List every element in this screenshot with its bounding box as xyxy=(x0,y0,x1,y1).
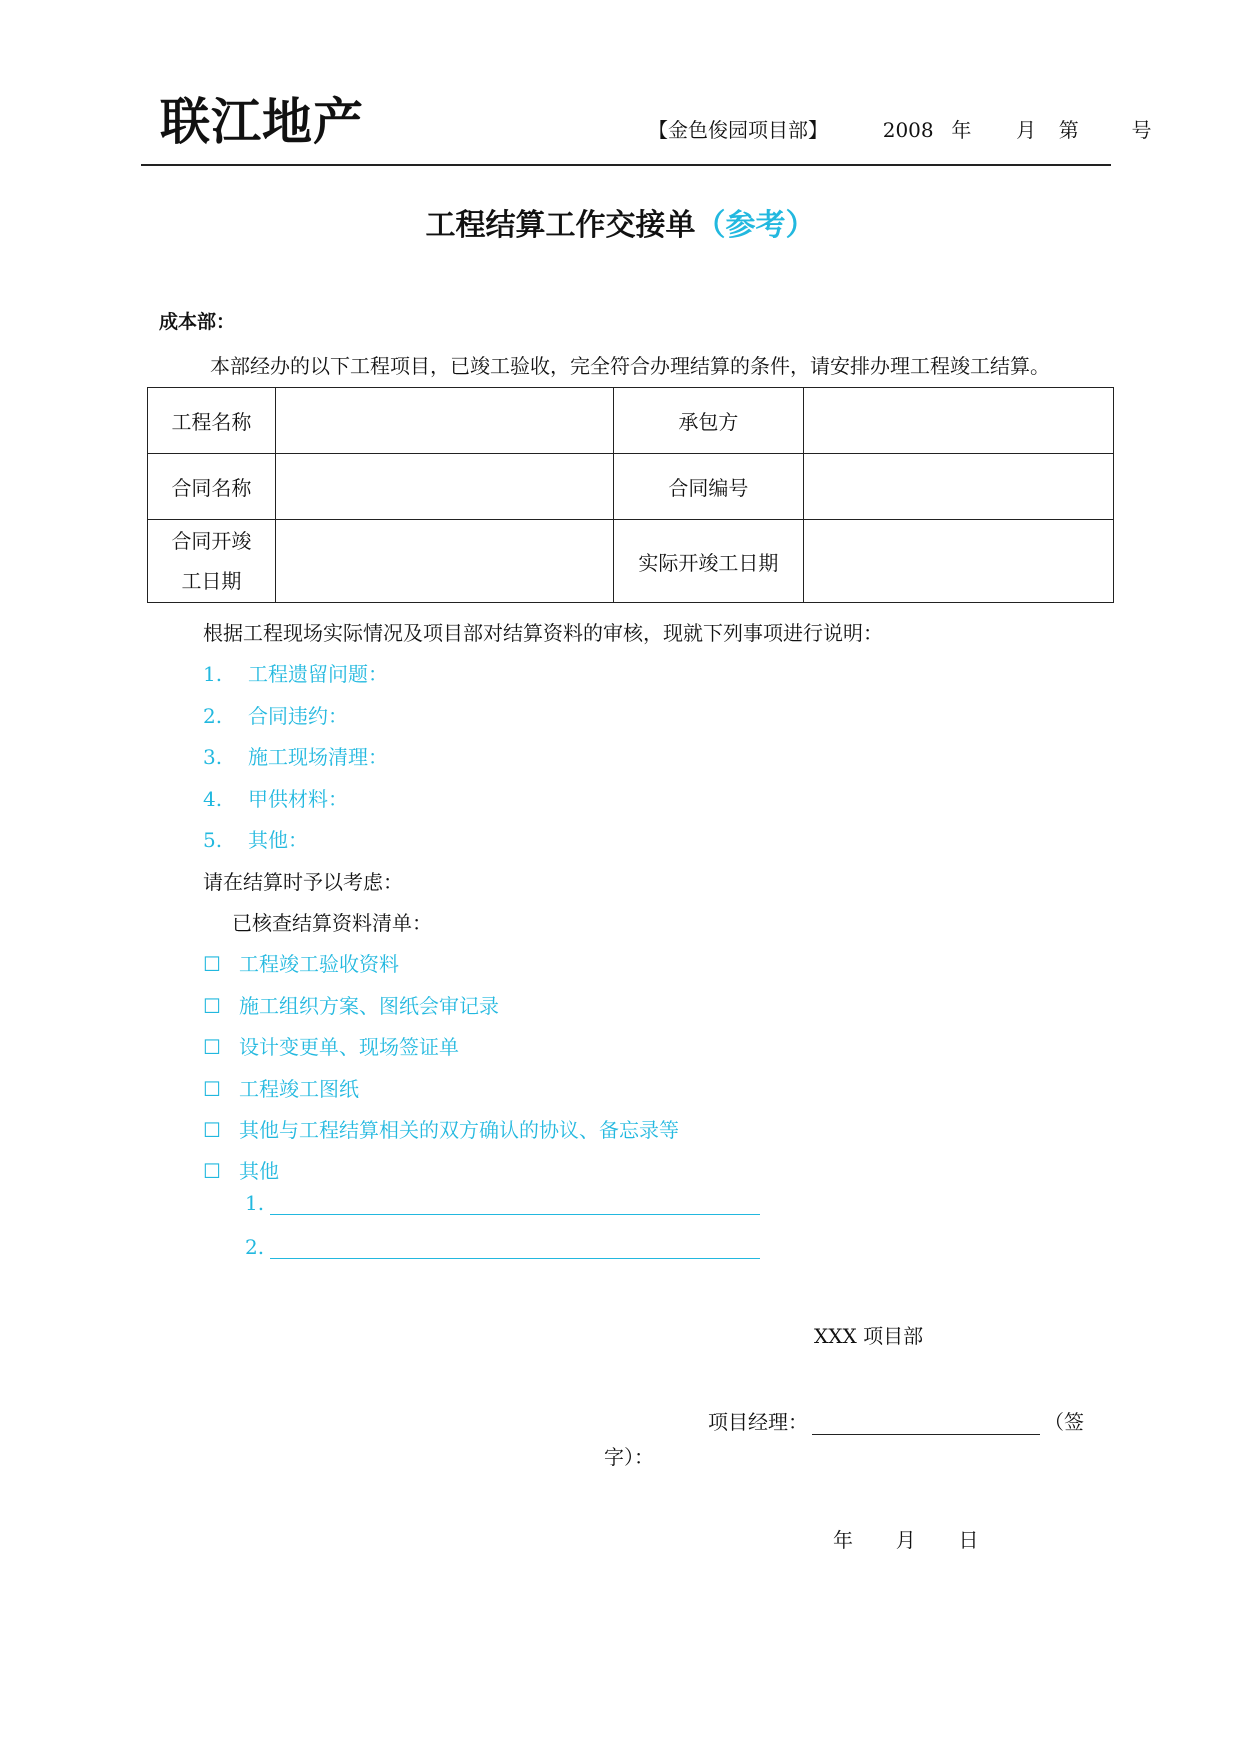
checklist-label: 其他与工程结算相关的双方确认的协议、备忘录等 xyxy=(239,1118,679,1142)
project-name-value[interactable] xyxy=(275,388,613,454)
date-month: 月 xyxy=(895,1528,916,1552)
contract-no-label: 合同编号 xyxy=(613,454,804,520)
checkbox-icon[interactable]: ☐ xyxy=(203,952,221,976)
intro-text: 本部经办的以下工程项目，已竣工验收，完全符合办理结算的条件，请安排办理工程竣工结算。 xyxy=(210,354,1050,378)
table-row xyxy=(148,520,1114,603)
project-dept: 【金色俊园项目部】 xyxy=(648,118,828,142)
checklist-label: 工程竣工验收资料 xyxy=(239,952,399,976)
contractor-label: 承包方 xyxy=(613,388,804,454)
issue-label: 其他： xyxy=(248,828,308,852)
manager-signature-line[interactable] xyxy=(812,1412,1040,1435)
signature-date xyxy=(833,1524,978,1553)
issue-label: 合同违约： xyxy=(248,704,348,728)
other-line-item xyxy=(245,1235,760,1259)
other-line-blank[interactable] xyxy=(270,1194,760,1215)
date-day: 日 xyxy=(958,1528,979,1552)
contract-dates-label xyxy=(148,520,276,603)
other-line-number: 1. xyxy=(245,1191,265,1215)
sign-close: 字）： xyxy=(604,1445,654,1469)
issue-label: 工程遗留问题： xyxy=(248,662,388,686)
project-info-table xyxy=(147,387,1114,603)
contract-dates-value[interactable] xyxy=(275,520,613,603)
contractor-value[interactable] xyxy=(804,388,1114,454)
other-line-item xyxy=(245,1191,760,1215)
document-title xyxy=(0,200,1241,244)
company-name: 联江地产 xyxy=(160,93,364,151)
header-hao: 号 xyxy=(1131,118,1152,142)
manager-label: 项目经理： xyxy=(708,1410,808,1434)
issue-number: 3. xyxy=(203,745,223,769)
checklist-label: 工程竣工图纸 xyxy=(239,1077,359,1101)
table-row xyxy=(148,388,1114,454)
checklist-item[interactable] xyxy=(203,990,499,1019)
date-year: 年 xyxy=(833,1528,853,1552)
checkbox-icon[interactable]: ☐ xyxy=(203,994,221,1018)
recipient: 成本部： xyxy=(159,311,236,333)
checklist-label: 施工组织方案、图纸会审记录 xyxy=(239,994,499,1018)
issue-item xyxy=(203,700,348,729)
contract-dates-line2: 工日期 xyxy=(181,569,242,593)
contract-dates-line1: 合同开竣 xyxy=(171,529,252,553)
issue-item xyxy=(203,741,388,770)
header-month-unit: 月 xyxy=(1016,118,1037,142)
explain-lead: 根据工程现场实际情况及项目部对结算资料的审核，现就下列事项进行说明： xyxy=(203,621,883,645)
checklist-item[interactable] xyxy=(203,1155,279,1184)
checkbox-icon[interactable]: ☐ xyxy=(203,1118,221,1142)
header-info xyxy=(648,114,1152,143)
checklist-title: 已核查结算资料清单： xyxy=(232,911,432,935)
title-main: 工程结算工作交接单 xyxy=(425,208,696,243)
table-row xyxy=(148,454,1114,520)
project-name-label: 工程名称 xyxy=(148,388,276,454)
checklist-item[interactable] xyxy=(203,1114,679,1143)
manager-signature-row xyxy=(708,1406,1084,1435)
issue-item xyxy=(203,658,388,687)
issue-number: 2. xyxy=(203,704,223,728)
checklist-label: 其他 xyxy=(239,1159,279,1183)
checklist-label: 设计变更单、现场签证单 xyxy=(239,1035,459,1059)
other-line-number: 2. xyxy=(245,1235,265,1259)
contract-name-label: 合同名称 xyxy=(148,454,276,520)
issue-item xyxy=(203,824,308,853)
header-rule xyxy=(141,164,1111,166)
header-year: 2008 xyxy=(882,118,934,142)
issue-number: 5. xyxy=(203,828,223,852)
contract-name-value[interactable] xyxy=(275,454,613,520)
consider-text: 请在结算时予以考虑： xyxy=(203,870,403,894)
checkbox-icon[interactable]: ☐ xyxy=(203,1159,221,1183)
issue-number: 4. xyxy=(203,787,223,811)
header-di: 第 xyxy=(1058,118,1079,142)
checklist-item[interactable] xyxy=(203,948,399,977)
other-line-blank[interactable] xyxy=(270,1238,760,1259)
issue-item xyxy=(203,783,348,812)
actual-dates-value[interactable] xyxy=(804,520,1114,603)
issue-label: 施工现场清理： xyxy=(248,745,388,769)
issue-label: 甲供材料： xyxy=(248,787,348,811)
issue-number: 1. xyxy=(203,662,223,686)
checklist-item[interactable] xyxy=(203,1073,359,1102)
checkbox-icon[interactable]: ☐ xyxy=(203,1035,221,1059)
sign-open: （签 xyxy=(1044,1410,1084,1434)
title-ref: （参考） xyxy=(695,208,816,243)
checkbox-icon[interactable]: ☐ xyxy=(203,1077,221,1101)
signing-dept: XXX 项目部 xyxy=(814,1324,924,1348)
header-year-unit: 年 xyxy=(951,118,972,142)
checklist-item[interactable] xyxy=(203,1031,459,1060)
actual-dates-label: 实际开竣工日期 xyxy=(613,520,804,603)
contract-no-value[interactable] xyxy=(804,454,1114,520)
